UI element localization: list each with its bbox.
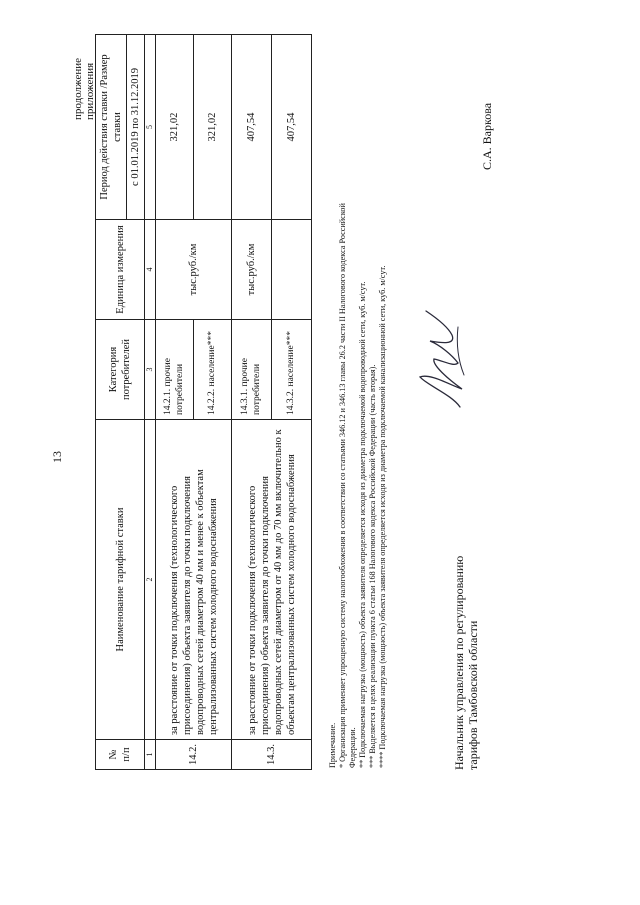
column-index-row	[145, 35, 156, 770]
rate-value: 407,54	[272, 35, 312, 220]
column-index: 4	[145, 220, 156, 320]
row-number: 14.2.	[156, 740, 232, 770]
continuation-label: продолжение приложения	[72, 57, 96, 120]
rate-name: за расстояние от точки подключения (технологического присоединения) объекта заявителя до точки подключения водопроводных сетей диаметром 40 мм и менее к объектам централизованных систем холодного водоснабжения	[156, 420, 232, 740]
handwritten-signature	[412, 305, 472, 415]
page-number: 13	[50, 451, 64, 463]
rate-value: 321,02	[194, 35, 232, 220]
header-unit: Единица измерения	[96, 220, 145, 320]
note-heading: Примечание.	[328, 722, 337, 768]
header-period: Период действия ставки /Размер ставки	[96, 35, 127, 220]
row-number: 14.3.	[232, 740, 312, 770]
rate-value: 321,02	[156, 35, 194, 220]
column-index: 3	[145, 320, 156, 420]
header-category: Категория потребителей	[96, 320, 145, 420]
table-notes	[328, 28, 388, 768]
signatory-position-line: Начальник управления по регулированию	[452, 555, 466, 770]
note-line: Федерации.	[348, 727, 357, 768]
unit-of-measure	[272, 220, 312, 320]
table-row	[156, 35, 194, 770]
note-line: ** Подключаемая нагрузка (мощность) объекта заявителя определяется исходя из диаметра подключаемой водопроводной сети, куб. м/сут.	[358, 281, 367, 768]
unit-of-measure: тыс.руб./км	[156, 220, 232, 320]
consumer-category: 14.3.2. население***	[272, 320, 312, 420]
consumer-category: 14.2.1. прочие потребители	[156, 320, 194, 420]
note-line: *** Выделяется в целях реализации пункта 6 статьи 168 Налогового кодекса Российской Федерации (часть вторая).	[368, 364, 377, 768]
consumer-category: 14.3.1. прочие потребители	[232, 320, 272, 420]
rate-name: за расстояние от точки подключения (технологического присоединения) объекта заявителя до точки подключения водопроводных сетей диаметром от 40 мм до 70 мм включительно к объектам централизованных систем холодного водоснабжения	[232, 420, 312, 740]
column-index: 5	[145, 35, 156, 220]
header-num: № п/п	[96, 740, 145, 770]
rate-value: 407,54	[232, 35, 272, 220]
header-name: Наименование тарифной ставки	[96, 420, 145, 740]
tariff-rate-table	[95, 34, 312, 770]
table-row	[232, 35, 272, 770]
column-index: 1	[145, 740, 156, 770]
table-header-row	[96, 35, 127, 770]
note-line: **** Подключаемая нагрузка (мощность) объекта заявителя определяется исходя из диаметра подключаемой канализационной сети, куб. м/сут.	[378, 265, 387, 768]
signatory-position	[452, 556, 481, 770]
note-line: * Организация применяет упрощенную систему налогообложения в соответствии со статьями 346.12 и 346.13 главы 26.2 части II Налогового кодекса Российской	[338, 203, 347, 768]
column-index: 2	[145, 420, 156, 740]
unit-of-measure: тыс.руб./км	[232, 220, 272, 320]
header-period-dates: с 01.01.2019 по 31.12.2019	[127, 35, 145, 220]
signatory-position-line: тарифов Тамбовской области	[466, 620, 481, 770]
consumer-category: 14.2.2. население***	[194, 320, 232, 420]
signatory-name: С.А. Варкова	[480, 102, 494, 170]
